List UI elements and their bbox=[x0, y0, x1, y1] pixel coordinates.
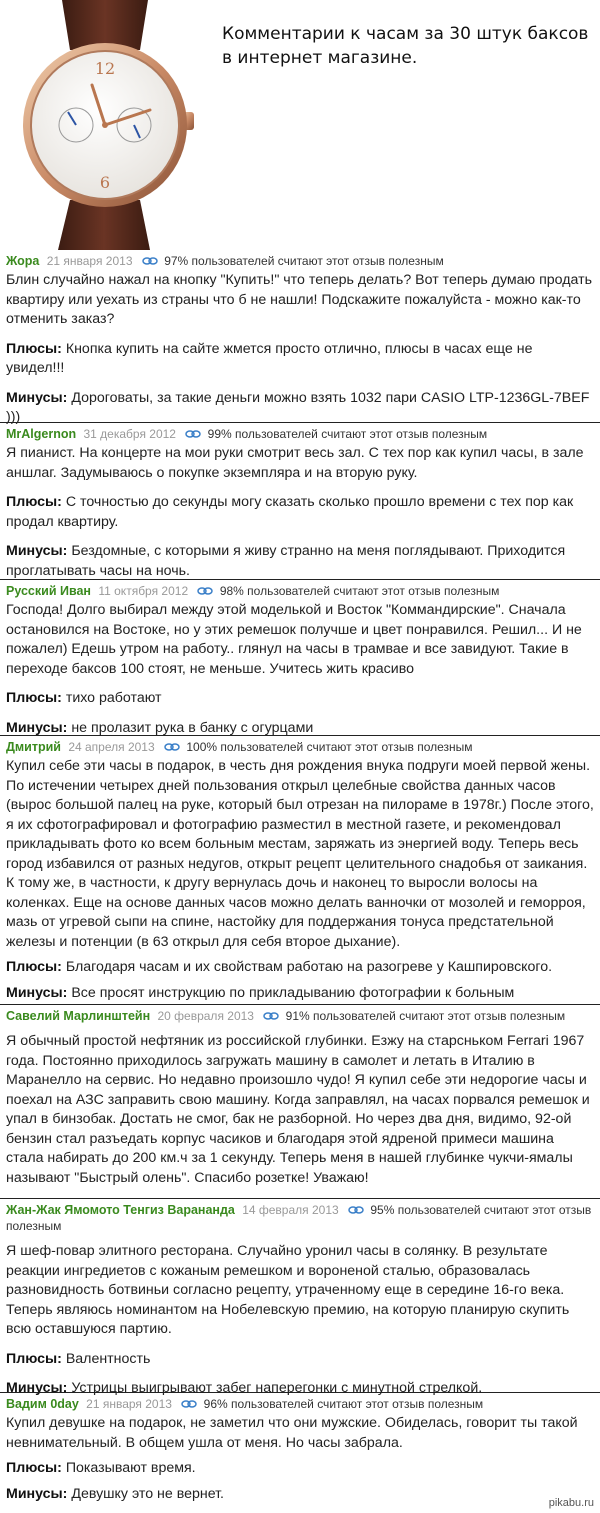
helpful-text: 97% пользователей считают этот отзыв полезным bbox=[164, 254, 444, 268]
helpful-text: 91% пользователей считают этот отзыв полезным bbox=[285, 1009, 566, 1023]
review-date: 11 октября 2012 bbox=[98, 584, 189, 598]
review-pros bbox=[6, 689, 594, 709]
svg-text:12: 12 bbox=[94, 59, 116, 78]
helpful-icon bbox=[142, 257, 158, 265]
pros-label: Плюсы: bbox=[6, 494, 62, 510]
review-pros bbox=[6, 958, 594, 978]
cons-label: Минусы: bbox=[6, 984, 68, 1001]
title-line-2: в интернет магазине. bbox=[222, 48, 418, 68]
review-item bbox=[0, 1198, 600, 1399]
review-cons bbox=[6, 542, 594, 581]
review-date: 21 января 2013 bbox=[86, 1397, 172, 1411]
review-meta bbox=[6, 426, 594, 442]
pros-text: Валентность bbox=[65, 1350, 151, 1367]
page-title bbox=[222, 22, 592, 70]
helpful-text: 98% пользователей считают этот отзыв полезным bbox=[219, 584, 500, 598]
cons-text: Бездомные, с которыми я живу странно на меня поглядывают. Приходится проглатывать часы на ночь. bbox=[6, 543, 566, 579]
review-author[interactable]: Вадим 0day bbox=[6, 1397, 79, 1411]
review-item bbox=[0, 579, 600, 738]
cons-label: Минусы: bbox=[6, 543, 68, 559]
cons-label: Минусы: bbox=[6, 1380, 68, 1396]
cons-label: Минусы: bbox=[6, 1485, 68, 1502]
helpful-icon bbox=[185, 430, 201, 438]
helpful-text: 99% пользователей считают этот отзыв полезным bbox=[207, 427, 488, 441]
review-item bbox=[0, 250, 600, 428]
review-author[interactable]: Дмитрий bbox=[6, 740, 61, 754]
review-date: 21 января 2013 bbox=[46, 254, 133, 268]
review-meta bbox=[6, 1008, 594, 1024]
review-date: 24 апреля 2013 bbox=[68, 740, 155, 754]
review-text: Блин случайно нажал на кнопку "Купить!" что теперь делать? Вот теперь думаю продать квартиру или уехать из страны что б не нашли! Подскажите пожалуйста - можно как-то отменить заказ? bbox=[6, 272, 593, 327]
helpful-text: 96% пользователей считают этот отзыв полезным bbox=[203, 1397, 484, 1411]
helpful-icon bbox=[164, 743, 180, 751]
review-text: Я обычный простой нефтяник из российской глубинки. Езжу на старсньком Ferrari 1967 года. Постоянно приходилось загружать машину в самолет и летать в Италию в Маранелло на сервис. Но недавно произошло чудо! Я купил себе эти недорогие часы и поехал на АЗС заправить свою машину. Когда заправлял, на часах порвался ремешок и упал в бинзобак. Достать не смог, бак не разборной. Но через два дня, видимо, 92-ой бензин стал разъедать корпус часиков и благодаря этой ядреной примеси машина стала набирать до 200 км.ч за 1 секунду. Теперь меня в нашей глубинке чукчи-ямалы называют "Быстрый олень". Спасибо розетке! Уважаю! bbox=[6, 1033, 590, 1186]
cons-text: Дороговаты, за такие деньги можно взять 1032 пари CASIO LTP-1236GL-7BEF ))) bbox=[6, 389, 590, 425]
review-cons bbox=[6, 1485, 594, 1505]
review-meta bbox=[6, 253, 594, 269]
cons-text: Все просят инструкцию по прикладыванию фотографии к больным bbox=[71, 984, 515, 1001]
review-pros bbox=[6, 340, 594, 379]
pros-text: Благодаря часам и их свойствам работаю на разогреве у Кашпировского. bbox=[65, 959, 553, 975]
review-date: 20 февраля 2013 bbox=[157, 1009, 254, 1023]
review-meta bbox=[6, 583, 594, 599]
review-meta bbox=[6, 739, 594, 755]
review-date: 31 декабря 2012 bbox=[83, 427, 176, 441]
helpful-icon bbox=[348, 1206, 364, 1214]
cons-text: Девушку это не вернет. bbox=[71, 1485, 224, 1502]
review-text: Купил девушке на подарок, не заметил что они мужские. Обиделась, говорит ты такой невнимательный. В общем ушла от меня. Но часы забрала. bbox=[6, 1415, 578, 1451]
cons-label: Минусы: bbox=[6, 389, 68, 406]
watermark: pikabu.ru bbox=[548, 1497, 594, 1509]
review-meta bbox=[6, 1202, 594, 1234]
watch-image bbox=[0, 0, 212, 250]
pros-text: тихо работают bbox=[65, 690, 162, 706]
review-text: Я пианист. На концерте на мои руки смотрит весь зал. С тех пор как купил часы, в зале аншлаг. Задумываюсь о покупке экземпляра и на вторую руку. bbox=[6, 445, 584, 481]
review-text: Купил себе эти часы в подарок, в честь дня рождения внука подруги моей первой жены. По истечении четырех дней пользования открыл целебные свойства данных часов (вырос большой палец на руке, который был отрезан на пилораме в 1978г.) После этого, я их сфотографировал и фотографию разместил в местной газете, и рекомендовал прикладывать фото ко всем больным местам, заряжать из энергией воду. Теперь весь город избавился от разных недугов, открыт рецепт целительного снадобья от заикания. К тому же, в частности, к другу вернулась дочь и наконец то выросли волосы на коленках. Еще на основе данных часов можно делать ванночки от мозолей и геморроя, мазь от угревой сыпи на спине, настойку для поддержания тонуса предстательной железы и потенции (в 63 открыл для себя второе дыхание). bbox=[6, 758, 594, 950]
pros-label: Плюсы: bbox=[6, 959, 62, 975]
review-meta bbox=[6, 1396, 594, 1412]
pros-label: Плюсы: bbox=[6, 340, 62, 357]
review-item bbox=[0, 1392, 600, 1504]
helpful-text: 100% пользователей считают этот отзыв полезным bbox=[186, 740, 473, 754]
pros-label: Плюсы: bbox=[6, 690, 62, 706]
review-date: 14 февраля 2013 bbox=[242, 1203, 339, 1217]
helpful-text: 95% пользователей считают этот отзыв полезным bbox=[6, 1203, 592, 1233]
cons-text: не пролазит рука в банку с огурцами bbox=[71, 719, 314, 736]
review-pros bbox=[6, 1459, 594, 1479]
cons-label: Минусы: bbox=[6, 719, 68, 736]
review-cons bbox=[6, 984, 594, 1004]
pros-text: Кнопка купить на сайте жмется просто отлично, плюсы в часах еще не увидел!!! bbox=[6, 340, 533, 376]
review-author[interactable]: Савелий Марлинштейн bbox=[6, 1009, 151, 1023]
helpful-icon bbox=[263, 1012, 279, 1020]
title-line-1: Комментарии к часам за 30 штук баксов bbox=[222, 24, 589, 44]
review-author[interactable]: MrAlgernon bbox=[6, 427, 77, 441]
pros-text: С точностью до секунды могу сказать сколько прошло времени с тех пор как продал квартиру. bbox=[6, 494, 574, 530]
review-author[interactable]: Жора bbox=[6, 254, 40, 268]
review-text: Господа! Долго выбирал между этой моделькой и Восток "Коммандирские". Сначала остановился на Востоке, но у этих ремешок получше и цвет понравился. Решил... И не пожалел) Едешь утром на работу.. глянул на часы в трамвае и все завидуют. Такие в переходе баксов 100 стоят, не меньше. Учитесь жить красиво bbox=[6, 602, 582, 677]
header bbox=[0, 0, 600, 250]
review-pros bbox=[6, 1350, 594, 1370]
svg-text:6: 6 bbox=[99, 173, 111, 192]
review-author[interactable]: Русский Иван bbox=[6, 584, 91, 598]
review-item bbox=[0, 422, 600, 581]
pros-label: Плюсы: bbox=[6, 1460, 62, 1476]
review-item bbox=[0, 1004, 600, 1188]
review-author[interactable]: Жан-Жак Ямомото Тенгиз Варананда bbox=[6, 1203, 235, 1217]
helpful-icon bbox=[197, 587, 213, 595]
review-text: Я шеф-повар элитного ресторана. Случайно уронил часы в солянку. В результате реакции ингредиетов с кожаным ремешком и вороненой сталью, образовалась разновидность ботвиньи согласно рецепту, утраченному еще в середине 16-го века. Теперь являюсь номинантом на Нобелевскую премию, на которую планирую скупить всю оставшуюся партию. bbox=[6, 1243, 570, 1337]
pros-label: Плюсы: bbox=[6, 1350, 62, 1367]
review-item bbox=[0, 735, 600, 1003]
pros-text: Показывают время. bbox=[65, 1460, 196, 1476]
review-pros bbox=[6, 493, 594, 532]
cons-text: Устрицы выигрывают забег наперегонки с минутной стрелкой. bbox=[71, 1380, 483, 1396]
helpful-icon bbox=[181, 1400, 197, 1408]
